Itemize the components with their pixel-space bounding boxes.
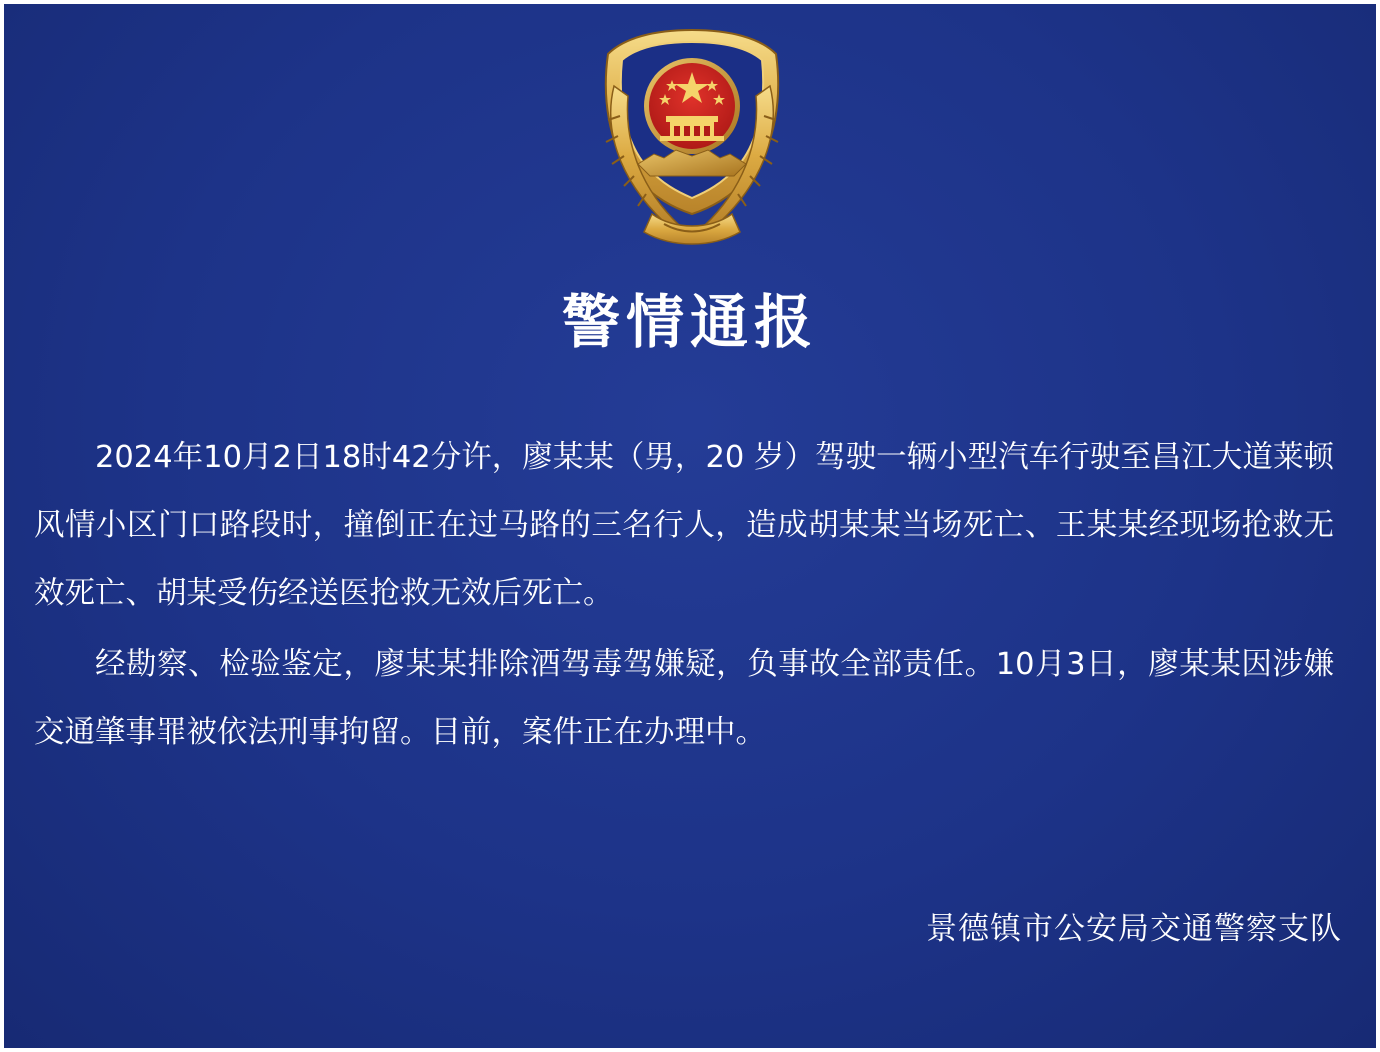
issuer-signature: 景德镇市公安局交通警察支队 bbox=[926, 911, 1342, 947]
police-emblem-icon bbox=[594, 26, 790, 246]
notice-page bbox=[4, 4, 1376, 1048]
notice-title: 警情通报 bbox=[561, 288, 818, 356]
notice-paragraph-2: 经勘察、检验鉴定，廖某某排除酒驾毒驾嫌疑，负事故全部责任。10月3日，廖某某因涉嫌交通肇事罪被依法刑事拘留。目前，案件正在办理中。 bbox=[34, 647, 1334, 750]
notice-paragraph-1: 2024年10月2日18时42分许，廖某某（男，20 岁）驾驶一辆小型汽车行驶至昌江大道莱顿风情小区门口路段时，撞倒正在过马路的三名行人，造成胡某某当场死亡、王某某经现场抢救无效死亡、胡某受伤经送医抢救无效后死亡。 bbox=[34, 440, 1334, 611]
